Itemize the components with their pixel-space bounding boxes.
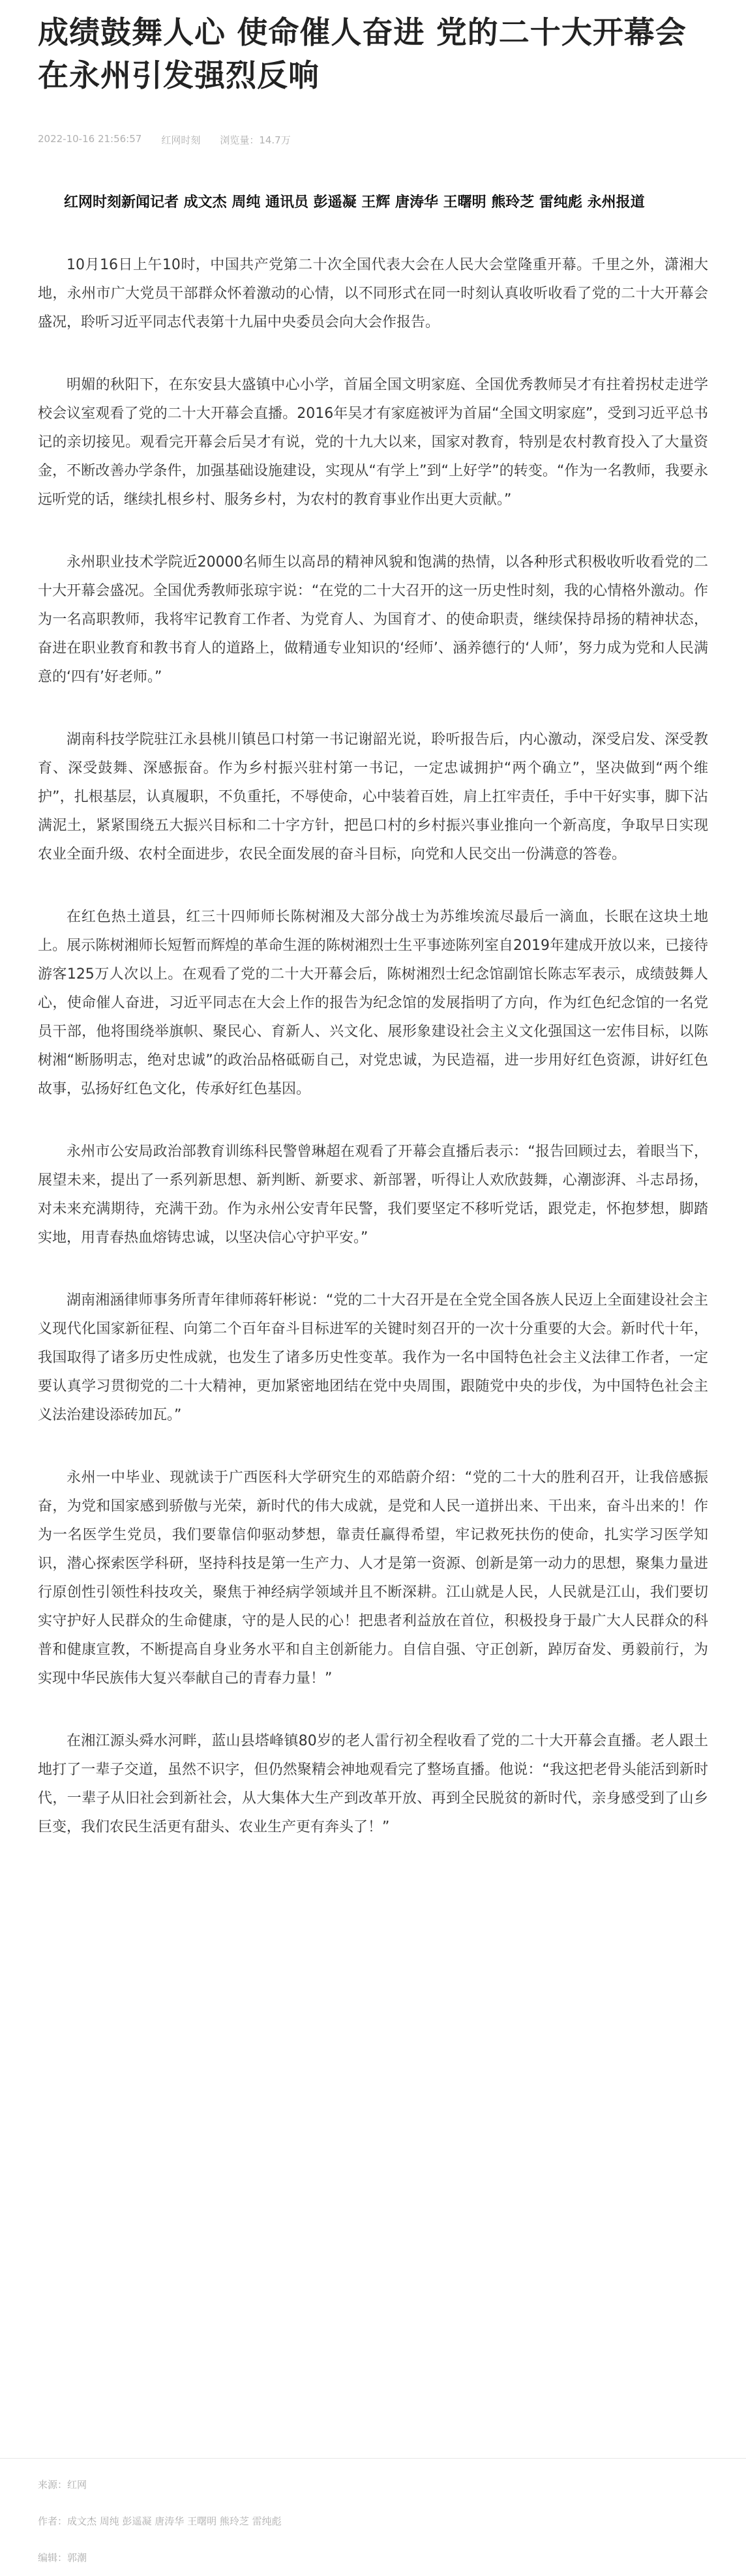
body-paragraph: 湖南湘涵律师事务所青年律师蒋轩彬说：“党的二十大召开是在全党全国各族人民迈上全面建设社会主义现代化国家新征程、向第二个百年奋斗目标进军的关键时刻召开的一次十分重要的大会。新时代十年，我国取得了诸多历史性成就，也发生了诸多历史性变革。我作为一名中国特色社会主义法律工作者，一定要认真学习贯彻党的二十大精神，更加紧密地团结在党中央周围，跟随党中央的步伐，为中国特色社会主义法治建设添砖加瓦。” — [38, 1292, 708, 1423]
article-byline: 红网时刻新闻记者 成文杰 周纯 通讯员 彭遥凝 王辉 唐涛华 王曙明 熊玲芝 雷纯彪 永州报道 — [64, 194, 645, 211]
source-link[interactable]: 红网时刻 — [161, 134, 201, 146]
body-paragraph: 明媚的秋阳下，在东安县大盛镇中心小学，首届全国文明家庭、全国优秀教师吴才有拄着拐杖走进学校会议室观看了党的二十大开幕会直播。2016年吴才有家庭被评为首届“全国文明家庭”，受到习近平总书记的亲切接见。观看完开幕会后吴才有说，党的十九大以来，国家对教育，特别是农村教育投入了大量资金，不断改善办学条件，加强基础设施建设，实现从“有学上”到“上好学”的转变。“作为一名教师，我要永远听党的话，继续扎根乡村、服务乡村，为农村的教育事业作出更大贡献。” — [38, 377, 708, 508]
article-footer — [0, 2458, 746, 2576]
body-paragraph: 在红色热土道县，红三十四师师长陈树湘及大部分战士为苏维埃流尽最后一滴血，长眠在这块土地上。展示陈树湘师长短暂而辉煌的革命生涯的陈树湘烈士生平事迹陈列室自2019年建成开放以来，已接待游客125万人次以上。在观看了党的二十大开幕会后，陈树湘烈士纪念馆副馆长陈志军表示，成绩鼓舞人心，使命催人奋进，习近平同志在大会上作的报告为纪念馆的发展指明了方向，作为红色纪念馆的一名党员干部，他将围绕举旗帜、聚民心、育新人、兴文化、展形象建设社会主义文化强国这一宏伟目标，以陈树湘“断肠明志，绝对忠诚”的政治品格砥砺自己，对党忠诚，为民造福，进一步用好红色资源，讲好红色故事，弘扬好红色文化，传承好红色基因。 — [38, 909, 708, 1097]
body-paragraph: 永州市公安局政治部教育训练科民警曾琳超在观看了开幕会直播后表示：“报告回顾过去，着眼当下，展望未来，提出了一系列新思想、新判断、新要求、新部署，听得让人欢欣鼓舞，心潮澎湃、斗志昂扬，对未来充满期待，充满干劲。作为永州公安青年民警，我们要坚定不移听党话，跟党走，怀抱梦想，脚踏实地，用青春热血熔铸忠诚，以坚决信心守护平安。” — [38, 1144, 708, 1246]
footer-editor: 编辑：郭潮 — [38, 2552, 87, 2564]
article-title: 成绩鼓舞人心 使命催人奋进 党的二十大开幕会在永州引发强烈反响 — [38, 15, 687, 94]
body-paragraph: 湖南科技学院驻江永县桃川镇邑口村第一书记谢韶光说，聆听报告后，内心激动，深受启发、深受教育、深受鼓舞、深感振奋。作为乡村振兴驻村第一书记，一定忠诚拥护“两个确立”，坚决做到“两个维护”，扎根基层，认真履职，不负重托，不辱使命，心中装着百姓，肩上扛牢责任，手中干好实事，脚下沾满泥土，紧紧围绕五大振兴目标和二十字方针，把邑口村的乡村振兴事业推向一个新高度，争取早日实现农业全面升级、农村全面进步，农民全面发展的奋斗目标，向党和人民交出一份满意的答卷。 — [38, 732, 708, 863]
body-paragraph: 永州职业技术学院近20000名师生以高昂的精神风貌和饱满的热情，以各种形式积极收听收看党的二十大开幕会盛况。全国优秀教师张琼宇说：“在党的二十大召开的这一历史性时刻，我的心情格外激动。作为一名高职教师，我将牢记教育工作者、为党育人、为国育才、的使命职责，继续保持昂扬的精神状态，奋进在职业教育和教书育人的道路上，做精通专业知识的‘经师’、涵养德行的‘人师’，努力成为党和人民满意的‘四有’好老师。” — [38, 554, 708, 685]
article-meta — [38, 133, 708, 147]
body-paragraph: 在湘江源头舜水河畔，蓝山县塔峰镇80岁的老人雷行初全程收看了党的二十大开幕会直播。老人跟土地打了一辈子交道，虽然不识字，但仍然聚精会神地观看完了整场直播。他说：“我这把老骨头能活到新时代，一辈子从旧社会到新社会，从大集体大生产到改革开放、再到全民脱贫的新时代，亲身感受到了山乡巨变，我们农民生活更有甜头、农业生产更有奔头了！” — [38, 1733, 708, 1835]
publish-datetime: 2022-10-16 21:56:57 — [38, 133, 142, 145]
view-count: 浏览量：14.7万 — [220, 134, 291, 146]
body-paragraph: 10月16日上午10时，中国共产党第二十次全国代表大会在人民大会堂隆重开幕。千里之外，潇湘大地，永州市广大党员干部群众怀着激动的心情，以不同形式在同一时刻认真收听收看了党的二十大开幕会盛况，聆听习近平同志代表第十九届中央委员会向大会作报告。 — [38, 257, 708, 331]
footer-authors: 作者：成文杰 周纯 彭遥凝 唐涛华 王曙明 熊玲芝 雷纯彪 — [38, 2515, 282, 2527]
article-body — [38, 251, 708, 1842]
body-paragraph: 永州一中毕业、现就读于广西医科大学研究生的邓皓蔚介绍：“党的二十大的胜利召开，让我倍感振奋，为党和国家感到骄傲与光荣，新时代的伟大成就，是党和人民一道拼出来、干出来，奋斗出来的！作为一名医学生党员，我们要靠信仰驱动梦想，靠责任赢得希望，牢记救死扶伤的使命，扎实学习医学知识，潜心探索医学科研，坚持科技是第一生产力、人才是第一资源、创新是第一动力的思想，聚集力量进行原创性引领性科技攻关，聚焦于神经病学领域并且不断深耕。江山就是人民，人民就是江山，我们要切实守护好人民群众的生命健康，守的是人民的心！把患者利益放在首位，积极投身于最广大人民群众的科普和健康宣教，不断提高自身业务水平和自主创新能力。自信自强、守正创新，踔厉奋发、勇毅前行，为实现中华民族伟大复兴奉献自己的青春力量！” — [38, 1470, 708, 1687]
footer-source: 来源：红网 — [38, 2479, 87, 2491]
